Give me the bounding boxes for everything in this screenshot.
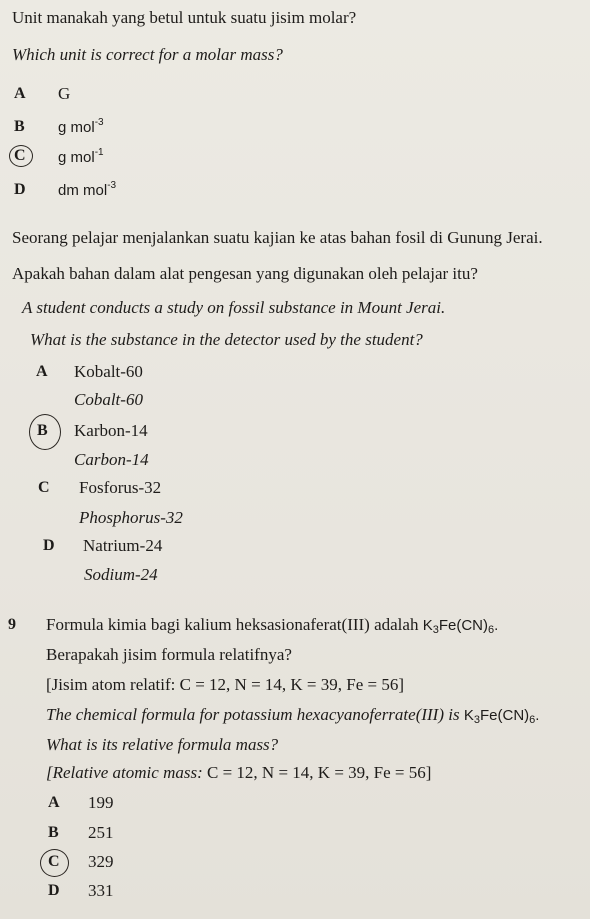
fossil-option-a-letter[interactable]: A — [36, 363, 48, 380]
molar-question-malay: Unit manakah yang betul untuk suatu jisim molar? — [12, 8, 357, 27]
fossil-question-english-1: A student conducts a study on fossil substance in Mount Jerai. — [22, 298, 446, 317]
fossil-option-b-letter[interactable]: B — [37, 422, 48, 439]
q9-option-c-text: 329 — [88, 852, 114, 871]
q9-option-a-text: 199 — [88, 793, 114, 812]
molar-option-b-text: g mol$^{-3}$ — [58, 117, 104, 136]
q9-option-c-letter[interactable]: C — [48, 853, 60, 870]
fossil-question-english-2: What is the substance in the detector used by the student? — [30, 330, 423, 349]
q9-malay-atomic-mass: [Jisim atom relatif: C = 12, N = 14, K = 39, Fe = 56] — [46, 675, 405, 694]
fossil-option-c-letter[interactable]: C — [38, 479, 50, 496]
q9-option-b-text: 251 — [88, 823, 114, 842]
fossil-option-b-malay: Karbon-14 — [74, 421, 148, 440]
q9-english-stem: The chemical formula for potassium hexacyanoferrate(III) is $K_3Fe(CN)_6$. — [46, 705, 540, 726]
fossil-option-d-english: Sodium-24 — [84, 565, 158, 584]
q9-option-b-letter[interactable]: B — [48, 824, 59, 841]
fossil-question-malay-1: Seorang pelajar menjalankan suatu kajian ke atas bahan fosil di Gunung Jerai. — [12, 228, 543, 247]
molar-option-c-text: g mol$^{-1}$ — [58, 147, 104, 166]
molar-question-english: Which unit is correct for a molar mass? — [12, 45, 283, 64]
molar-option-a-text: G — [58, 84, 71, 103]
fossil-option-a-malay: Kobalt-60 — [74, 362, 143, 381]
q9-malay-stem: Formula kimia bagi kalium heksasionaferat(III) adalah $K_3Fe(CN)_6$. — [46, 615, 499, 636]
q9-english-question: What is its relative formula mass? — [46, 735, 279, 754]
fossil-option-c-english: Phosphorus-32 — [79, 508, 183, 527]
molar-option-d-letter[interactable]: D — [14, 181, 26, 198]
q9-option-d-text: 331 — [88, 881, 114, 900]
fossil-option-d-malay: Natrium-24 — [83, 536, 163, 555]
fossil-option-a-english: Cobalt-60 — [74, 390, 143, 409]
q9-option-a-letter[interactable]: A — [48, 794, 60, 811]
molar-option-c-letter[interactable]: C — [14, 147, 26, 164]
question-9-number: 9 — [8, 616, 16, 633]
fossil-option-c-malay: Fosforus-32 — [79, 478, 162, 497]
q9-malay-question: Berapakah jisim formula relatifnya? — [46, 645, 292, 664]
q9-option-d-letter[interactable]: D — [48, 882, 60, 899]
molar-option-a-letter[interactable]: A — [14, 85, 26, 102]
molar-option-b-letter[interactable]: B — [14, 118, 25, 135]
molar-option-d-text: dm mol$^{-3}$ — [58, 180, 117, 199]
fossil-option-b-english: Carbon-14 — [74, 450, 149, 469]
fossil-option-d-letter[interactable]: D — [43, 537, 55, 554]
fossil-question-malay-2: Apakah bahan dalam alat pengesan yang digunakan oleh pelajar itu? — [12, 264, 478, 283]
q9-english-atomic-mass: [Relative atomic mass: C = 12, N = 14, K = 39, Fe = 56] — [46, 763, 432, 782]
